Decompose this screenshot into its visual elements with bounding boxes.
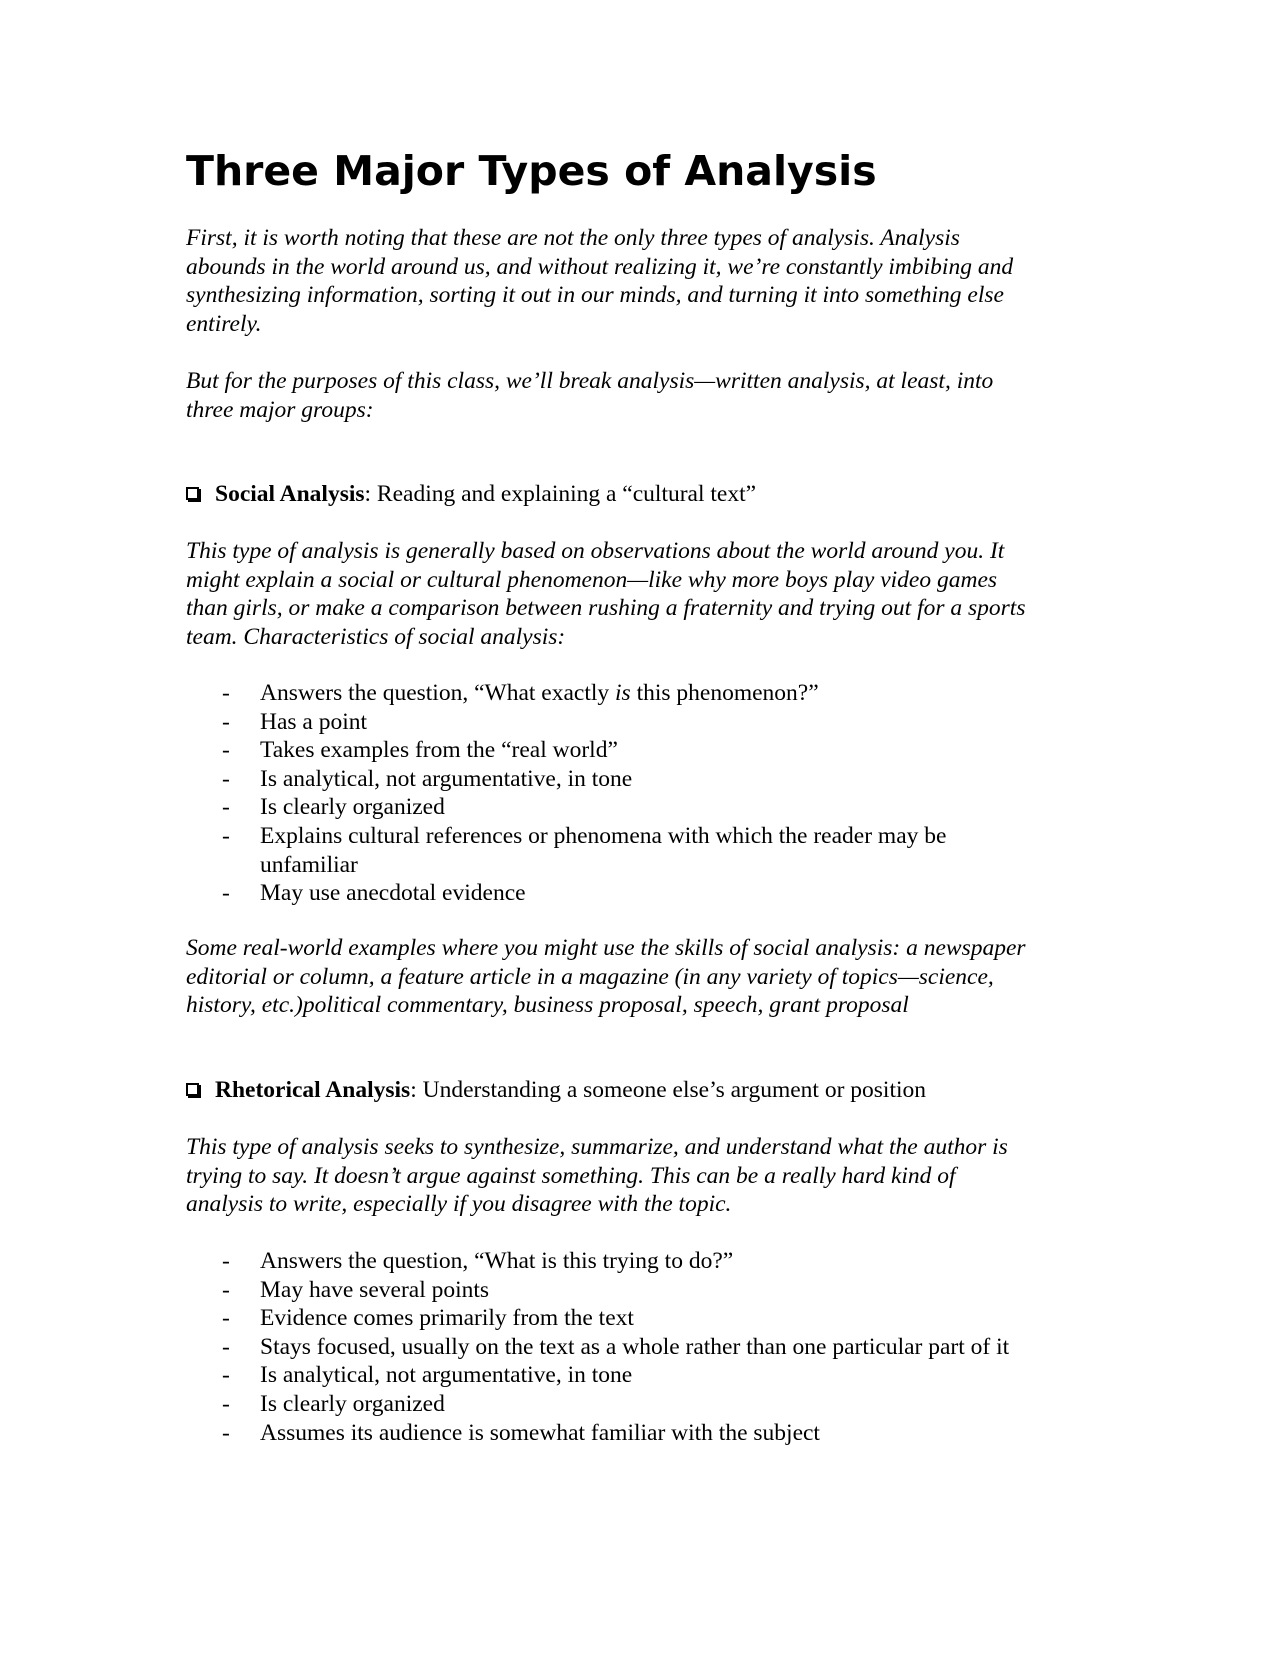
text: May use anecdotal evidence	[260, 880, 526, 907]
social-examples	[186, 934, 1026, 1020]
text: Has a point	[260, 708, 368, 735]
text-line: analysis to write, especially if you disagree with the topic.	[186, 1191, 732, 1218]
text-line: entirely.	[186, 310, 262, 337]
list-item	[186, 679, 946, 708]
list-item	[186, 1419, 1009, 1448]
text: May have several points	[260, 1276, 490, 1303]
text-line: editorial or column, a feature article in a magazine (in any variety of topics—science,	[186, 963, 994, 990]
checkbox-icon	[186, 487, 199, 500]
social-characteristics-list	[186, 679, 946, 908]
list-item	[186, 822, 946, 851]
text: Evidence comes primarily from the text	[260, 1305, 634, 1332]
list-item	[186, 1304, 1009, 1333]
intro-paragraph-2	[186, 367, 993, 424]
dash-bullet: -	[222, 1248, 230, 1274]
dash-bullet: -	[222, 1276, 230, 1303]
text: this phenomenon?”	[630, 680, 819, 706]
text: unfamiliar	[260, 851, 358, 878]
heading-subtitle: : Reading and explaining a “cultural text”	[364, 481, 757, 507]
dash-bullet: -	[222, 680, 230, 706]
dash-bullet: -	[222, 1333, 230, 1360]
list-item	[186, 1390, 1009, 1419]
text-line: abounds in the world around us, and without realizing it, we’re constantly imbibing and	[186, 253, 1014, 280]
text: Explains cultural references or phenomena with which the reader may be	[260, 822, 947, 849]
list-item	[186, 793, 946, 822]
heading-label: Social Analysis	[215, 481, 365, 507]
page-title: Three Major Types of Analysis	[186, 147, 877, 195]
dash-bullet: -	[222, 1362, 230, 1389]
list-item-continuation	[186, 851, 946, 880]
list-item	[186, 708, 946, 737]
text-line: This type of analysis is generally based on observations about the world around you. It	[186, 538, 1005, 564]
dash-bullet: -	[222, 794, 230, 821]
dash-bullet: -	[222, 880, 230, 907]
dash-bullet: -	[222, 822, 230, 849]
text-line: three major groups:	[186, 396, 374, 423]
text-line: This type of analysis seeks to synthesize, summarize, and understand what the author is	[186, 1134, 1008, 1160]
dash-bullet: -	[222, 765, 230, 792]
text: Answers the question, “What exactly	[260, 680, 616, 706]
intro-paragraph-1	[186, 224, 1013, 338]
text-line: First, it is worth noting that these are not the only three types of analysis. Analysis	[186, 225, 960, 251]
list-item	[186, 1276, 1009, 1305]
text-line: than girls, or make a comparison between rushing a fraternity and trying out for a sports	[186, 595, 1026, 622]
text-line: But for the purposes of this class, we’ll break analysis—written analysis, at least, into	[186, 368, 994, 394]
rhetorical-description	[186, 1133, 1008, 1219]
rhetorical-characteristics-list	[186, 1247, 1009, 1447]
text-line: trying to say. It doesn’t argue against something. This can be a really hard kind of	[186, 1162, 956, 1189]
dash-bullet: -	[222, 1419, 230, 1446]
text: Takes examples from the “real world”	[260, 737, 618, 764]
list-item	[186, 1333, 1009, 1362]
dash-bullet: -	[222, 1305, 230, 1332]
text-line: history, etc.)political commentary, business proposal, speech, grant proposal	[186, 992, 909, 1019]
text: Is analytical, not argumentative, in tone	[260, 1362, 633, 1389]
text: Answers the question, “What is this trying to do?”	[260, 1248, 734, 1274]
dash-bullet: -	[222, 737, 230, 764]
list-item	[186, 765, 946, 794]
heading-label: Rhetorical Analysis	[215, 1077, 411, 1103]
emphasis: is	[615, 680, 631, 706]
list-item	[186, 736, 946, 765]
dash-bullet: -	[222, 708, 230, 735]
text-line: Some real-world examples where you might use the skills of social analysis: a newspaper	[186, 935, 1026, 961]
list-item	[186, 1361, 1009, 1390]
social-analysis-heading	[186, 480, 756, 509]
list-item	[186, 1247, 1009, 1276]
text: Is clearly organized	[260, 794, 445, 821]
heading-subtitle: : Understanding a someone else’s argument or position	[410, 1077, 927, 1103]
text-line: team. Characteristics of social analysis:	[186, 623, 566, 650]
text: Stays focused, usually on the text as a whole rather than one particular part of it	[260, 1333, 1010, 1360]
text: Assumes its audience is somewhat familiar with the subject	[260, 1419, 820, 1446]
text: Is clearly organized	[260, 1390, 445, 1417]
checkbox-icon	[186, 1083, 199, 1096]
text-line: synthesizing information, sorting it out in our minds, and turning it into something else	[186, 282, 1004, 309]
rhetorical-analysis-heading	[186, 1076, 926, 1105]
list-item	[186, 879, 946, 908]
social-description	[186, 537, 1025, 651]
text-line: might explain a social or cultural phenomenon—like why more boys play video games	[186, 566, 998, 593]
dash-bullet: -	[222, 1390, 230, 1417]
text: Is analytical, not argumentative, in tone	[260, 765, 633, 792]
